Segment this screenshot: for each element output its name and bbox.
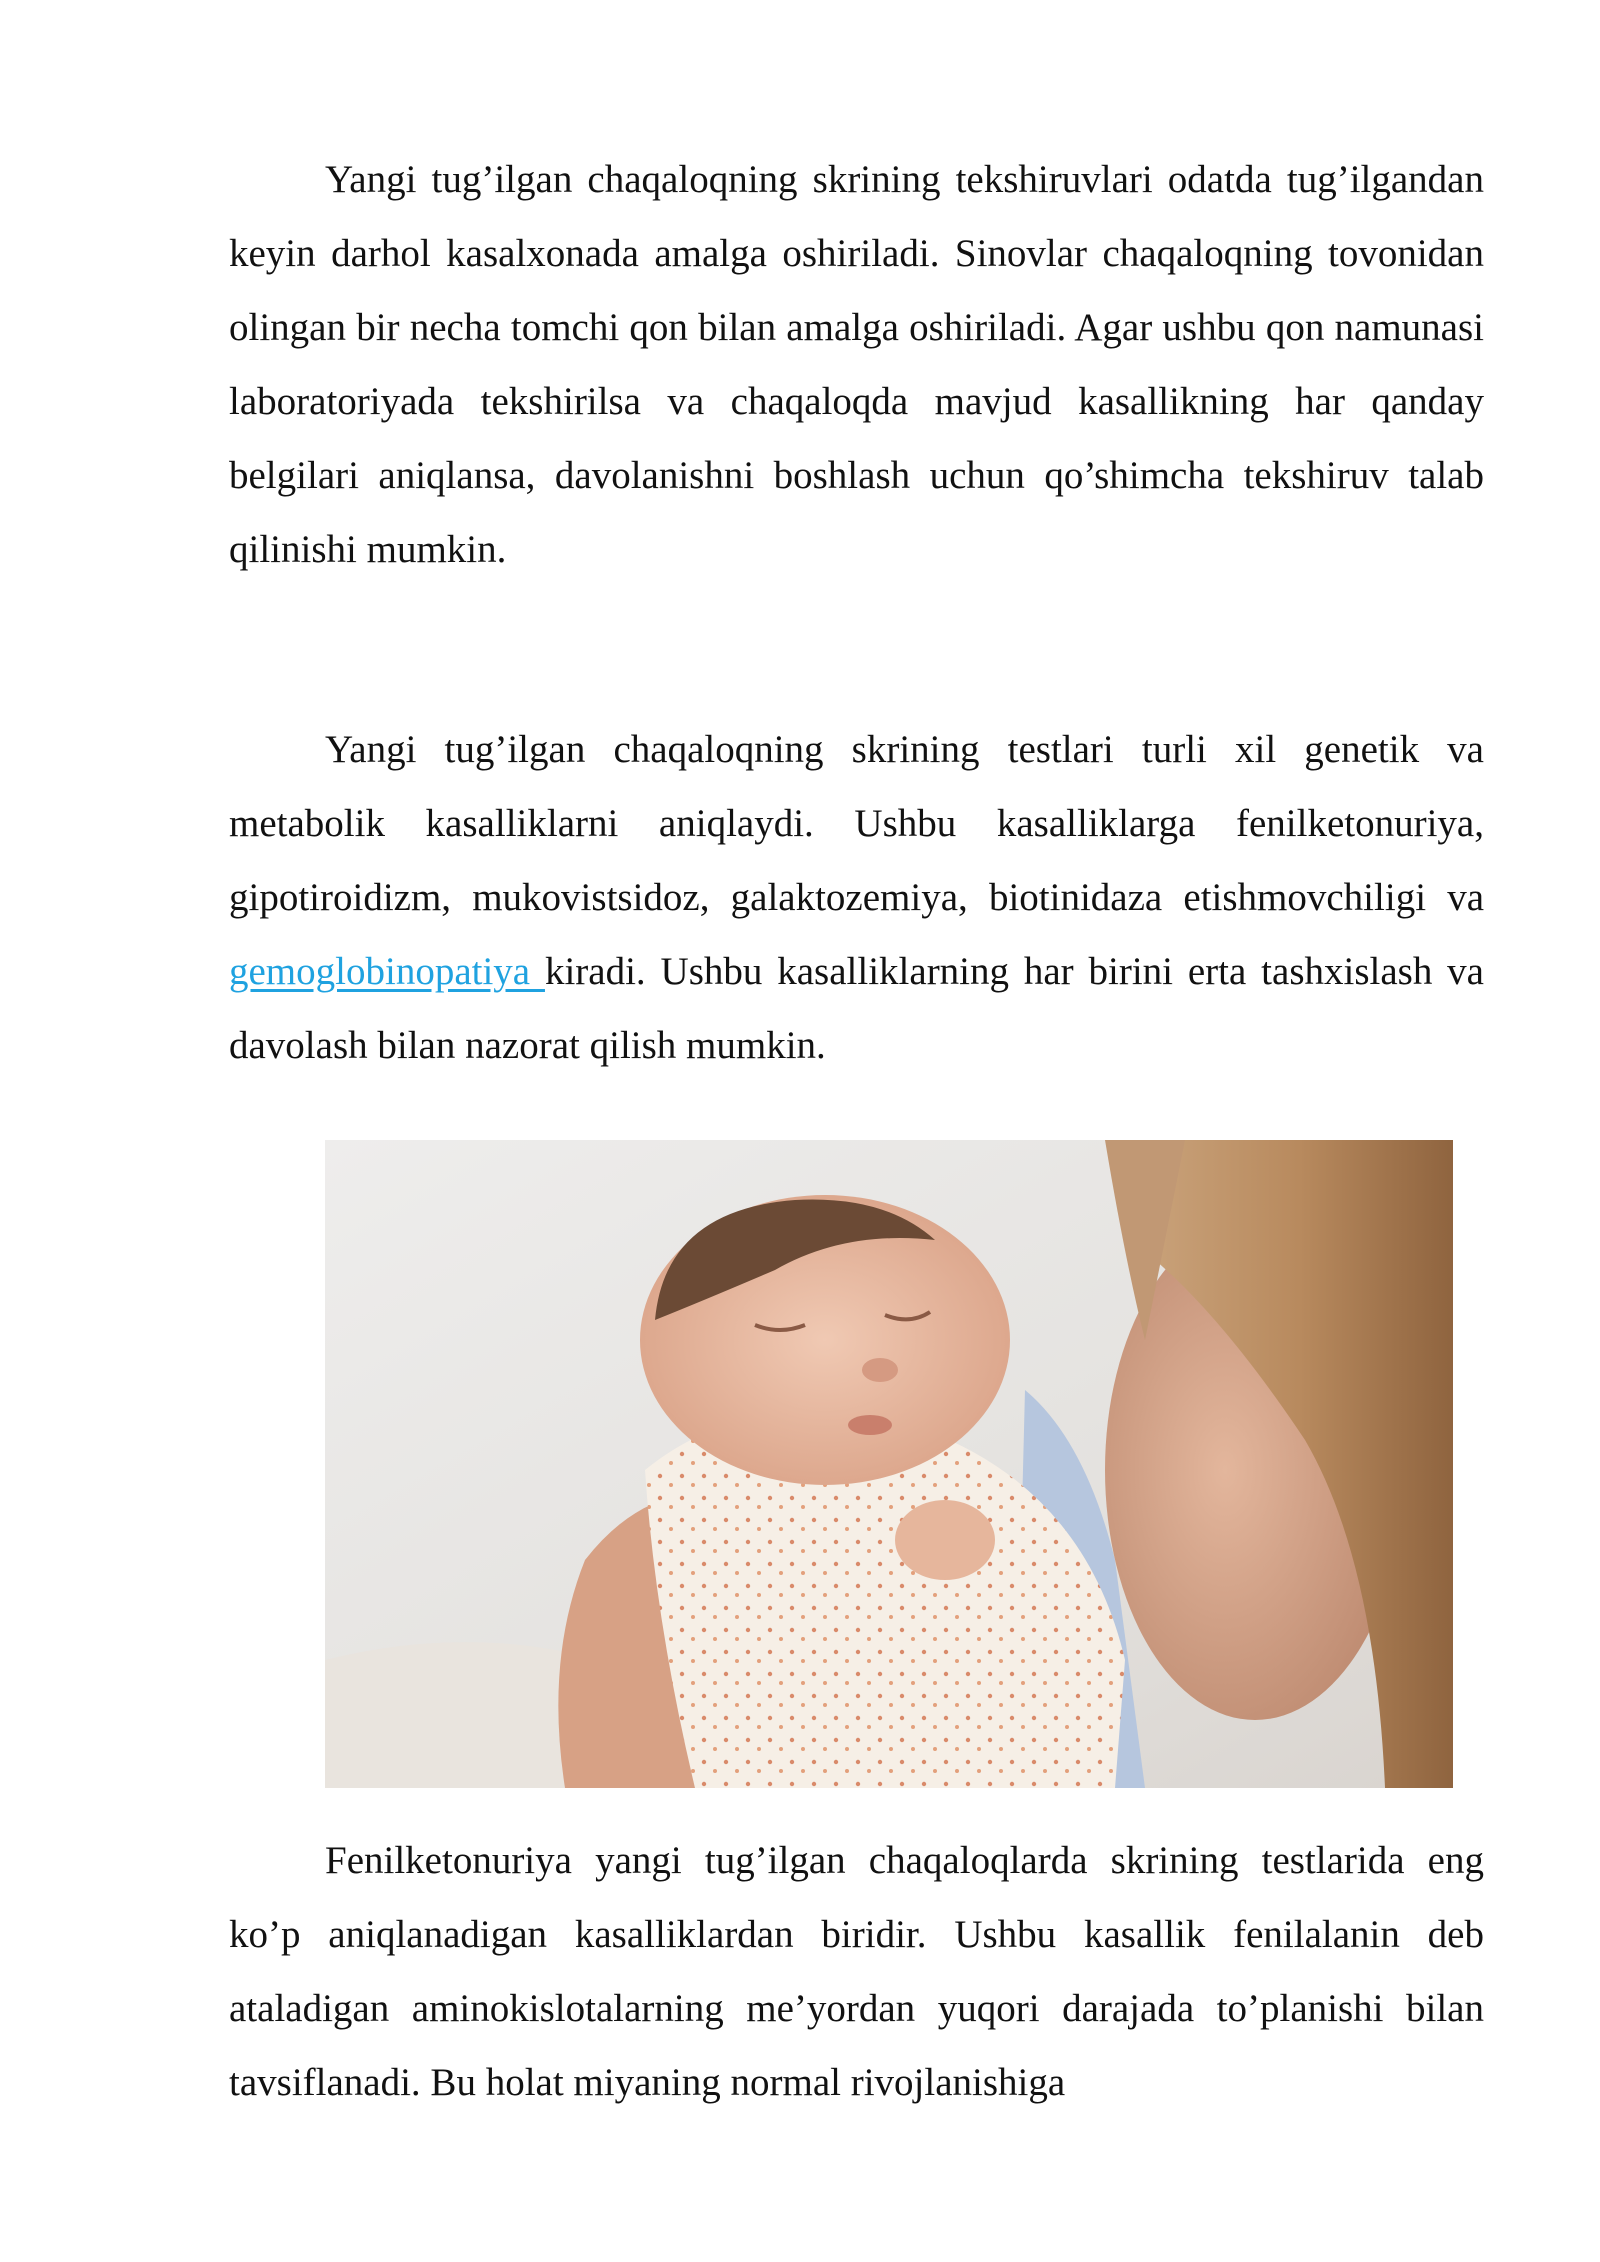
paragraph-text-start: Yangi tug’ilgan chaqaloqning skrining testlari turli xil genetik va metabolik kasalliklarni aniqlaydi. Ushbu kasalliklarga fenilketonuriya, gipotiroidizm, mukovistsidoz, galaktozemiya, biotinidaza etishmovchiligi va — [229, 728, 1484, 919]
paragraph-screening-diseases — [229, 713, 1484, 1083]
newborn-photo — [325, 1140, 1453, 1788]
paragraph-screening-procedure: Yangi tug’ilgan chaqaloqning skrining tekshiruvlari odatda tug’ilgandan keyin darhol kasalxonada amalga oshiriladi. Sinovlar chaqaloqning tovonidan olingan bir necha tomchi qon bilan amalga oshiriladi. Agar ushbu qon namunasi laboratoriyada tekshirilsa va chaqaloqda mavjud kasallikning har qanday belgilari aniqlansa, davolanishni boshlash uchun qo’shimcha tekshiruv talab qilinishi mumkin. — [229, 158, 1484, 571]
paragraph-text-end: kiradi. Ushbu kasalliklarning har birini erta tashxislash va davolash bilan nazorat qilish mumkin. — [229, 950, 1484, 1067]
gemoglobinopatiya-link[interactable]: gemoglobinopatiya — [229, 950, 545, 993]
paragraph-phenylketonuria: Fenilketonuriya yangi tug’ilgan chaqaloqlarda skrining testlarida eng ko’p aniqlanadigan kasalliklardan biridir. Ushbu kasallik fenilalanin deb ataladigan aminokislotalarning me’yordan yuqori darajada to’planishi bilan tavsiflanadi. Bu holat miyaning normal rivojlanishiga — [229, 1839, 1484, 2104]
newborn-with-mother-illustration — [325, 1140, 1453, 1788]
